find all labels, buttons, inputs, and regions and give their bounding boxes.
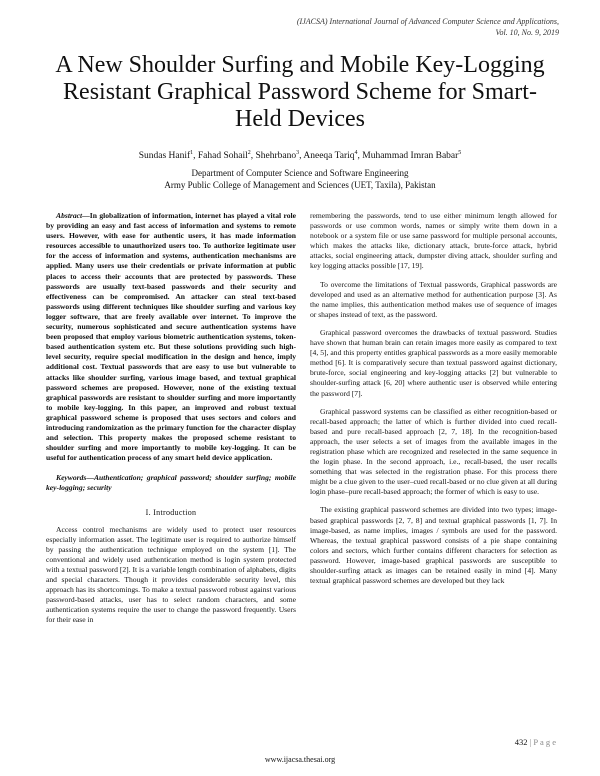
abstract xyxy=(46,211,296,463)
section-heading-introduction: I. Introduction xyxy=(145,507,197,517)
body-paragraph: To overcome the limitations of Textual passwords, Graphical passwords are developed and used as an alternative method for authentication purpose [3]. As the name implies, this authentication method makes use of sequence of images or shapes instead of text, as the password. xyxy=(310,279,557,319)
author-name: Aneeqa Tariq xyxy=(303,151,355,161)
author-affil-mark: 2 xyxy=(247,149,251,156)
author-affil-mark: 3 xyxy=(296,149,300,156)
page-number xyxy=(515,737,556,747)
paper-title: A New Shoulder Surfing and Mobile Key-Logging Resistant Graphical Password Scheme for Smart-Held Devices xyxy=(55,52,545,132)
keywords: Keywords—Authentication; graphical password; shoulder surfing; mobile key-logging; security xyxy=(46,473,296,493)
author-affil-mark: 5 xyxy=(458,149,462,156)
right-column xyxy=(310,211,557,594)
left-column xyxy=(46,211,296,626)
body-paragraph: Graphical password overcomes the drawbacks of textual password. Studies have shown that human brain can retain images more easily as compared to text [4, 5], and this property entitles graphical passwords as a more easily memorable method [6]. It is comparatively secure than textual password against dictionary, brute-force, social engineering and key-logging attacks [2] but vulnerable to shoulder-surfing attack [6, 20] where authentic user is observed while entering the password [7]. xyxy=(310,327,557,398)
author-name: Muhammad Imran Babar xyxy=(362,151,459,161)
abstract-label: Abstract xyxy=(56,211,83,220)
author-list: Sundas Hanif$^1$, Fahad Sohail$^2$, Shehrbano$^3$, Aneeqa Tariq$^4$, Muhammad Imran Babar$^5$ xyxy=(138,149,462,161)
journal-name: (IJACSA) International Journal of Advanced Computer Science and Applications, xyxy=(296,17,559,26)
page-number-value: 432 xyxy=(514,737,528,747)
affiliation-department: Department of Computer Science and Software Engineering xyxy=(191,168,409,178)
journal-volume: Vol. 10, No. 9, 2019 xyxy=(495,28,559,37)
author-name: Fahad Sohail xyxy=(197,151,248,161)
author-name: Sundas Hanif xyxy=(138,151,191,161)
page-word: P a g e xyxy=(533,737,556,747)
body-paragraph: remembering the passwords, tend to use either minimum length allowed for passwords or use common words, names or simply write them down in a notebook or a system file or use same password for multiple personal accounts, which makes the attacks like, dictionary attack, brute-force attack, hybrid attacks, social engineering attack, dumpster diving attack, shoulder surfing and key logging attacks possible [17, 19]. xyxy=(310,211,557,271)
footer-url: www.ijacsa.thesai.org xyxy=(264,755,336,764)
author-name: Shehrbano xyxy=(255,151,297,161)
affiliation-institution: Army Public College of Management and Sciences (UET, Taxila), Pakistan xyxy=(164,180,436,190)
abstract-text: —In globalization of information, internet has played a vital role by providing an easy and fast access of information and systems to remote users. However, with ease for authentic users, it has made information resources accessible to unauthorized users too. To authorize legitimate user for the access of information and systems, authentication mechanisms are applied. Many users use their credentials or private information at public places to access their accounts that are protected by passwords. These passwords are usually text-based passwords and their security and effectiveness can be compromised. An attacker can steal text-based passwords using different techniques like shoulder surfing and various key logger software, that are freely available over internet. To improve the security, numerous sophisticated and secure authentication systems have been proposed that employ various biometric authentication systems, token-based authentication system etc. But these solutions providing such high-level security, require special modification in the design and hence, imply additional cost. Textual passwords that are easy to use but vulnerable to attacks like shoulder surfing, various image based, and textual graphical password schemes are proposed. However, none of the existing textual graphical passwords are resistant to shoulder surfing and more importantly to mobile key-logging. In this paper, an improved and robust textual graphical password scheme is proposed that uses sectors and colors and introducing randomization as the primary function for the character display and selection. This property makes the proposed scheme resistant to shoulder surfing and more importantly to mobile key-logging. It can be useful for authentication process of any smart held device application. xyxy=(46,211,296,463)
body-paragraph: Graphical password systems can be classified as either recognition-based or recall-based approach; the latter of which is further divided into cued recall-based and pure recall-based approach [2, 7, 18]. In the recognition-based approach, the user selects a set of images from the available images in the registration phase which are recognized and reselected in the same sequence in the login phase. In the second approach, i.e., recall-based, the user recalls something that was selected in the registration phase. For this process there might be a clue given to the user–cued recall-based or no clue given at all during login phase–pure recall-based approach; the former of which is easy to use. xyxy=(310,406,557,497)
author-affil-mark: 1 xyxy=(190,149,194,156)
journal-header xyxy=(229,16,559,38)
author-affil-mark: 4 xyxy=(354,149,358,156)
page-number-separator: | xyxy=(529,737,532,747)
intro-paragraph: Access control mechanisms are widely used to protect user resources especially information asset. The legitimate user is required to authorize himself by passing the authentication technique employed on the system [1]. The conventional and widely used authentication method is login system protected with a textual password [2]. It is a variable length combination of alphabets, digits and special characters. Though it provides considerable security level, this approach has its shortcomings. To make a textual password robust against various password-based attacks, user has to select random characters, and some authentication systems require the user to change the password frequently. Users for their ease in xyxy=(46,524,296,625)
body-paragraph: The existing graphical password schemes are divided into two types; image-based graphical passwords [2, 7, 8] and textual graphical passwords [1, 7]. In image-based, as name implies, images / symbols are used for the password. Whereas, the textual graphical password consists of a pie shape containing colors and sectors, which further contains different characters for selection as password. However, image-based graphical passwords are susceptible to shoulder-surfing attack as images can be retained easily in mind [4]. Many textual graphical password schemes are developed but they lack xyxy=(310,505,557,586)
